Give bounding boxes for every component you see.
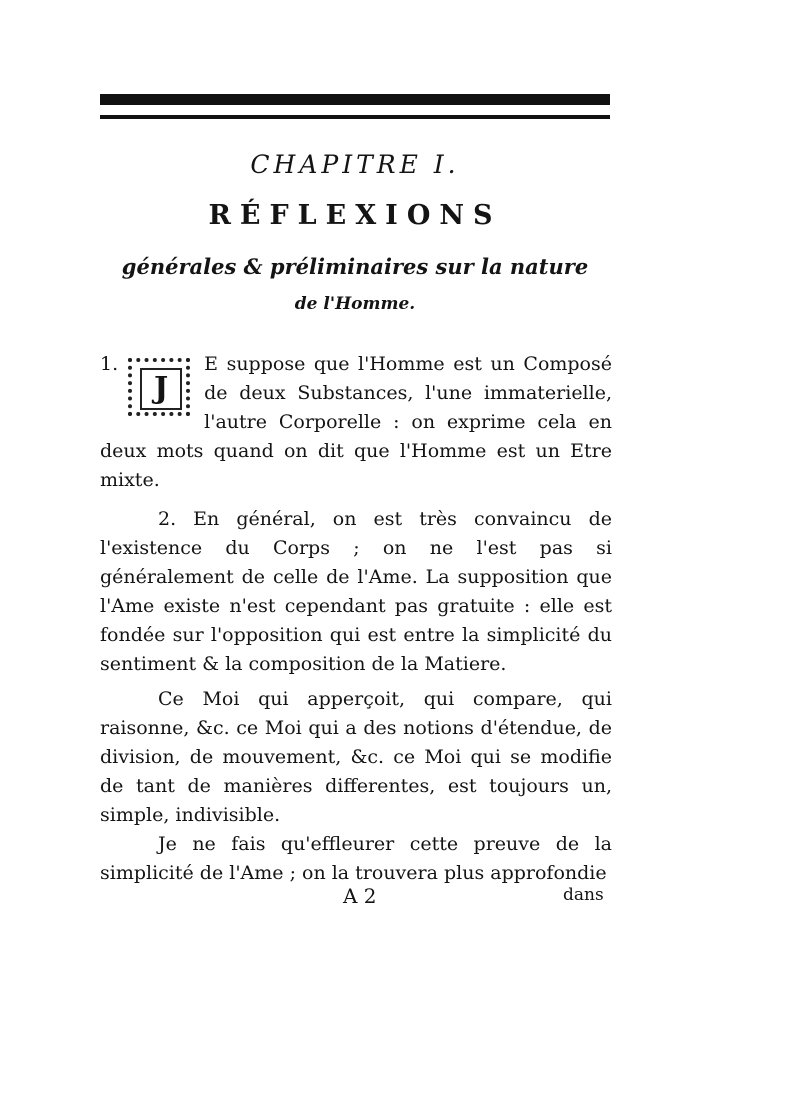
header-rule-thick bbox=[100, 94, 610, 105]
paragraph-2-text: 2. En général, on est très convaincu de l'existence du Corps ; on ne l'est pas si généralement de celle de l'Ame. La supposition que l'Ame existe n'est cependant pas gratuite : elle est fondée sur l'opposition qui est entre la simplicité du sentiment & la composition de la Matiere. bbox=[100, 508, 612, 675]
paragraph-3-text: Ce Moi qui apperçoit, qui compare, qui raisonne, &c. ce Moi qui a des notions d'étendue, de division, de mouvement, &c. ce Moi qui se modifie de tant de manières differentes, est toujours un, simple, indivisible. bbox=[100, 688, 612, 826]
chapter-title: RÉFLEXIONS bbox=[208, 200, 502, 231]
paragraph-4-text: Je ne fais qu'effleurer cette preuve de la simplicité de l'Ame ; on la trouvera plus approfondie bbox=[100, 833, 612, 884]
paragraph-1-text: E suppose que l'Homme est un Composé de deux Substances, l'une immaterielle, l'autre Corporelle : on exprime cela en deux mots quand on dit que l'Homme est un Etre mixte. bbox=[100, 353, 612, 491]
chapter-subtitle-line2: de l'Homme. bbox=[294, 294, 416, 314]
chapter-subtitle-line1: générales & préliminaires sur la nature bbox=[121, 254, 589, 279]
chapter-heading: CHAPITRE I. bbox=[250, 150, 460, 179]
paragraph-2 bbox=[100, 505, 612, 679]
ornamental-dropcap bbox=[124, 354, 194, 420]
paragraph-1 bbox=[100, 350, 612, 495]
paragraph-1-number: 1. bbox=[100, 353, 119, 375]
catchword: dans bbox=[563, 885, 604, 905]
dropcap-letter: J bbox=[140, 368, 182, 410]
paragraph-4 bbox=[100, 830, 612, 888]
signature-mark: A 2 bbox=[343, 884, 377, 908]
paragraph-3 bbox=[100, 685, 612, 830]
header-rule-thin bbox=[100, 115, 610, 119]
